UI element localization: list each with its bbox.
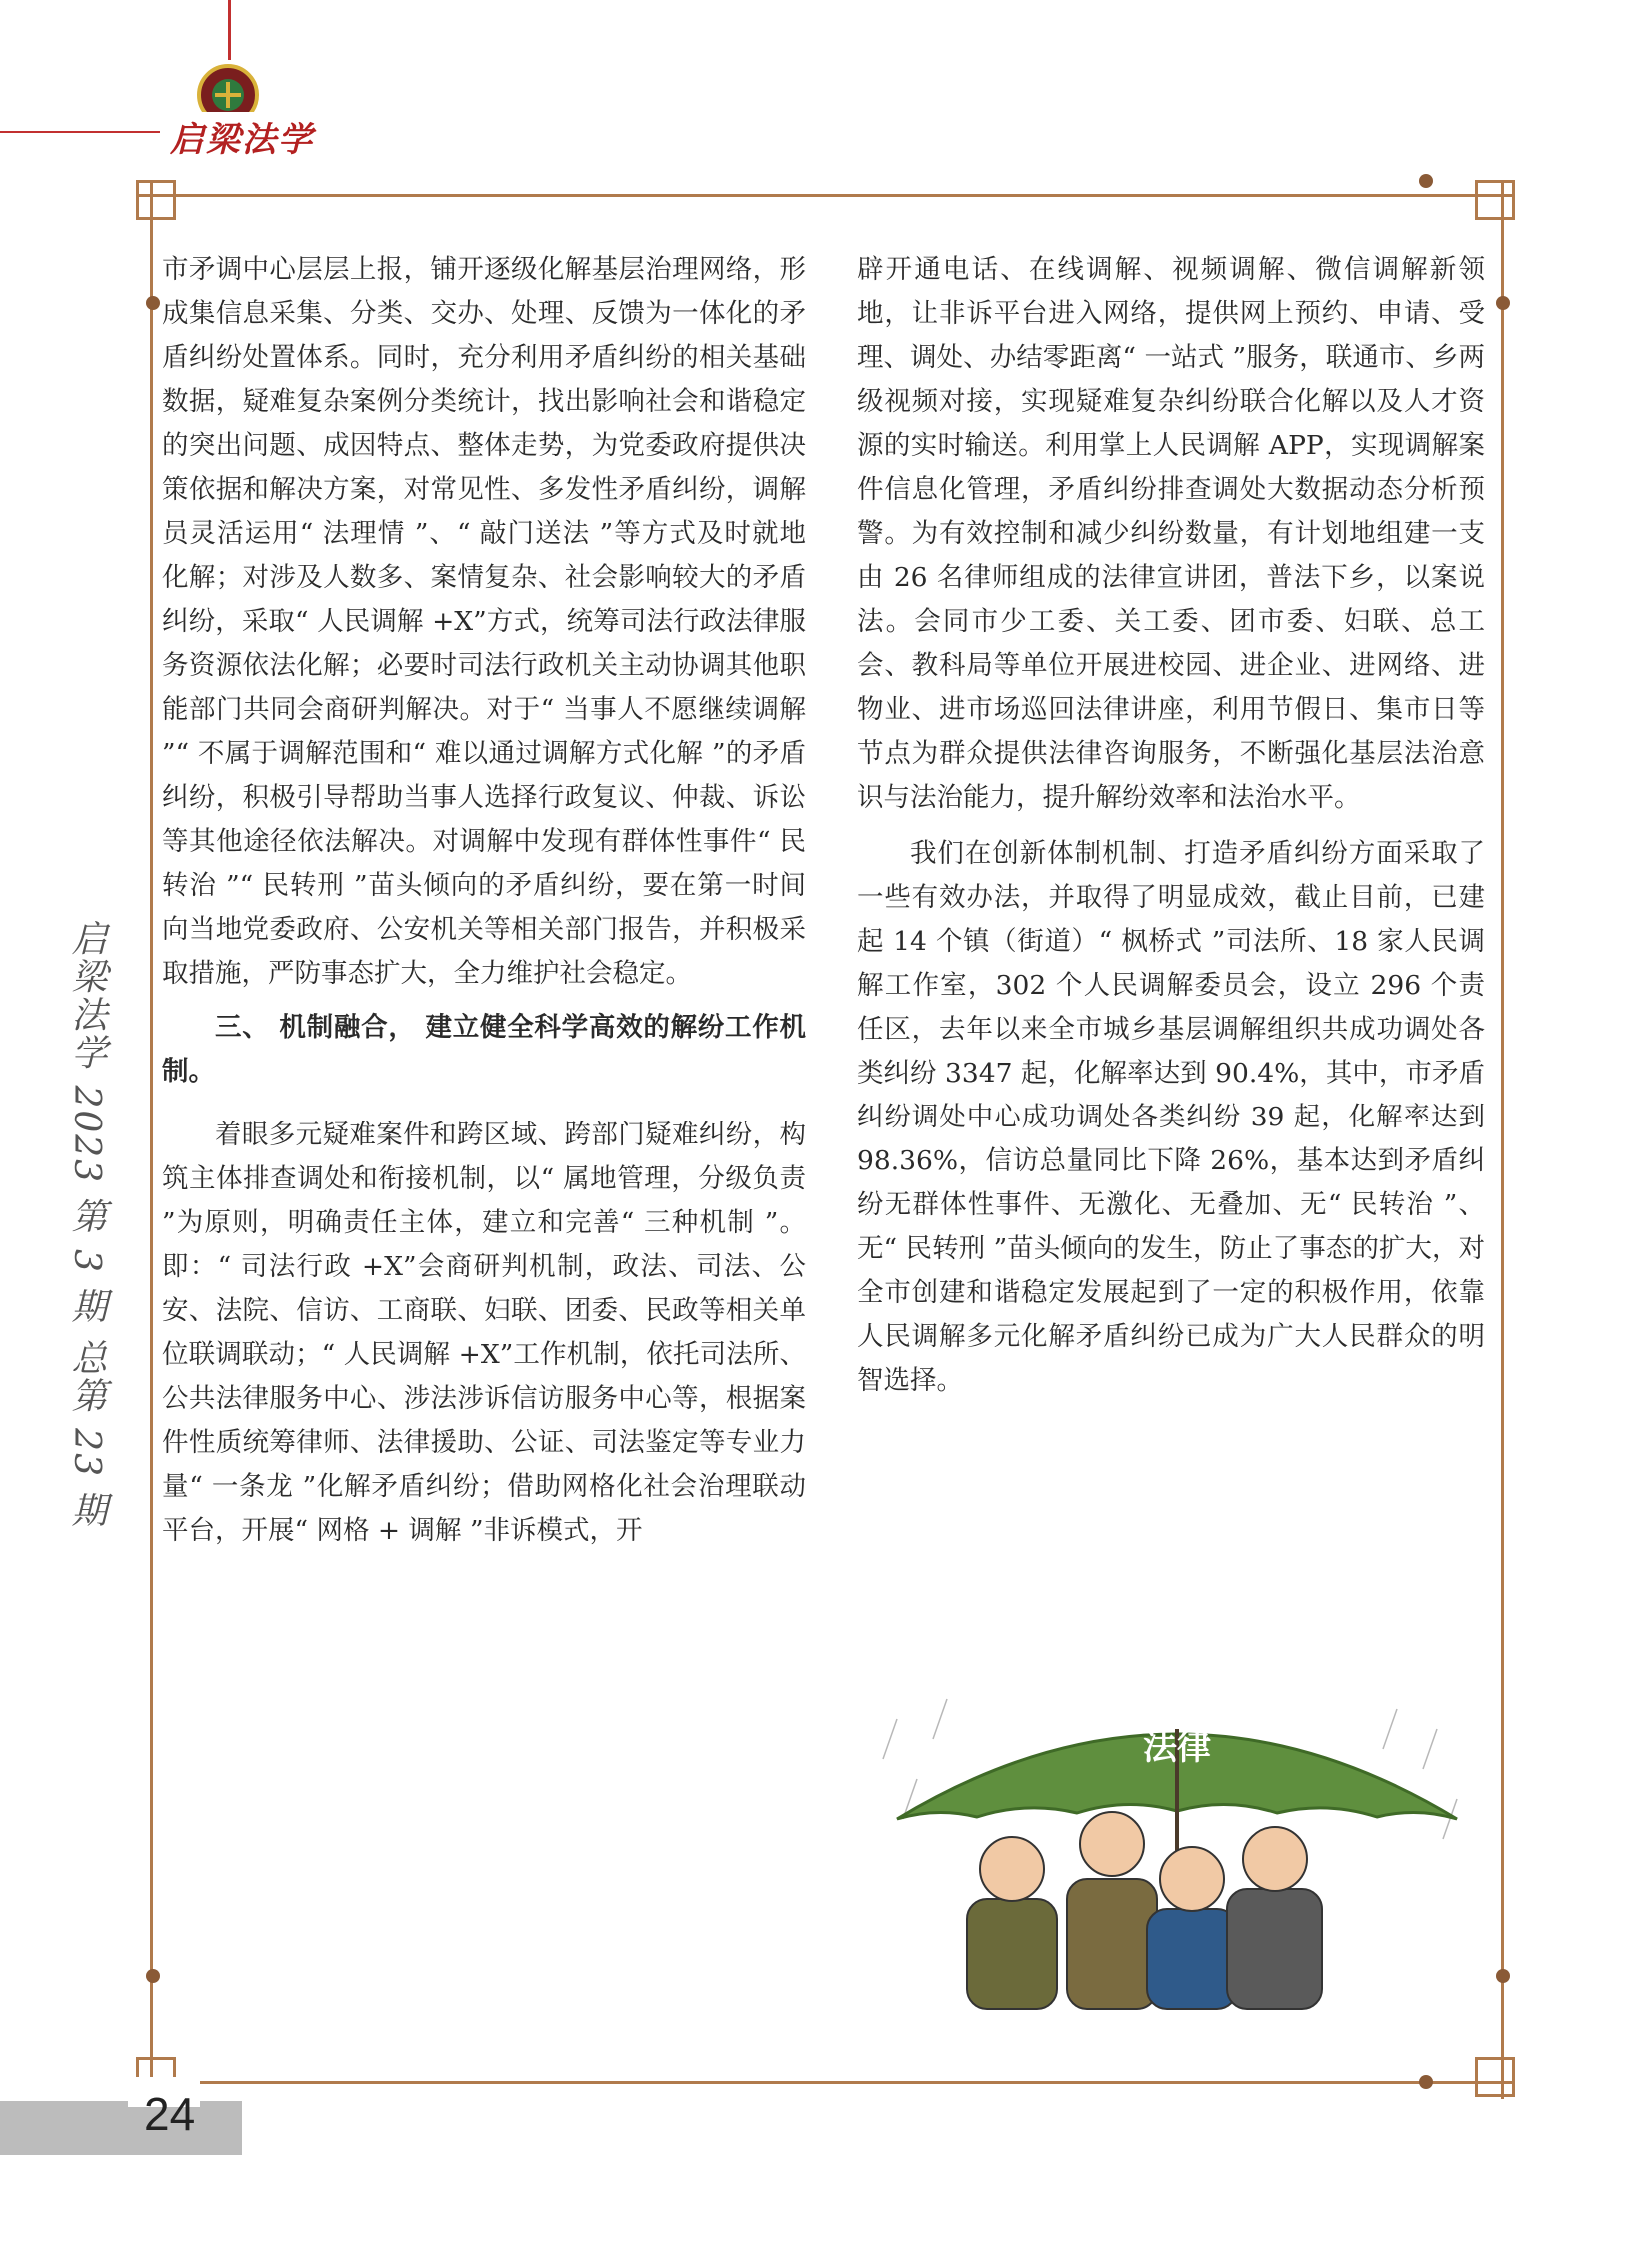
umbrella-label: 法律 <box>1143 1728 1211 1768</box>
frame-dot-left-bottom <box>146 1969 160 1983</box>
frame-dot-bottom-right <box>1419 2075 1433 2089</box>
magazine-brand-title: 启梁法学 <box>166 112 318 161</box>
right-text-column <box>857 248 1485 1403</box>
side-issue-info: 启梁法学 2023 第 3 期 总第 23 期 <box>66 920 107 1530</box>
frame-corner-bottom-right <box>1475 2057 1515 2097</box>
frame-left-line <box>150 180 153 2099</box>
header-red-vertical-line <box>228 0 231 60</box>
section-heading: 三、 机制融合， 建立健全科学高效的解纷工作机制。 <box>162 1012 806 1087</box>
logo-cross-horizontal <box>215 93 241 97</box>
frame-bottom-line <box>136 2081 1515 2084</box>
right-paragraph-2: 我们在创新体制机制、打造矛盾纠纷方面采取了一些有效办法，并取得了明显成效，截止目前，已建起 14 个镇（街道）“ 枫桥式 ”司法所、18 家人民调解工作室，302 个人民调解委员会，设立 296 个责任区，去年以来全市城乡基层调解组织共成功调处各类纠纷 3347 起，化解率达到 90.4%，其中，市矛盾纠纷调处中心成功调处各类纠纷 39 起，化解率达到 98.36%，信访总量同比下降 26%，基本达到矛盾纠纷无群体性事件、无激化、无叠加、无“ 民转治 ”、无“ 民转刑 ”苗头倾向的发生，防止了事态的扩大，对全市创建和谐稳定发展起到了一定的积极作用，依靠人民调解多元化解矛盾纠纷已成为广大人民群众的明智选择。 <box>857 838 1485 1396</box>
frame-corner-top-right <box>1475 180 1515 220</box>
frame-right-line <box>1501 180 1504 2099</box>
page-number-bar <box>0 2101 242 2155</box>
frame-top-line <box>136 194 1515 197</box>
frame-corner-top-left <box>136 180 176 220</box>
header-red-horizontal-line <box>0 131 160 133</box>
people-group <box>967 1812 1322 2009</box>
frame-dot-right-top <box>1496 296 1510 310</box>
right-paragraph-1: 辟开通电话、在线调解、视频调解、微信调解新领地，让非诉平台进入网络，提供网上预约、申请、受理、调处、办结零距离“ 一站式 ”服务，联通市、乡两级视频对接，实现疑难复杂纠纷联合化解以及人才资源的实时输送。利用掌上人民调解 APP，实现调解案件信息化管理，矛盾纠纷排查调处大数据动态分析预警。为有效控制和减少纠纷数量，有计划地组建一支由 26 名律师组成的法律宣讲团，普法下乡，以案说法。会同市少工委、关工委、团市委、妇联、总工会、教科局等单位开展进校园、进企业、进网络、进物业、进市场巡回法律讲座，利用节假日、集市日等节点为群众提供法律咨询服务，不断强化基层法治意识与法治能力，提升解纷效率和法治水平。 <box>857 254 1485 813</box>
law-umbrella-illustration <box>877 1689 1477 2011</box>
frame-dot-left-top <box>146 296 160 310</box>
left-paragraph-2: 着眼多元疑难案件和跨区域、跨部门疑难纠纷，构筑主体排查调处和衔接机制，以“ 属地管理，分级负责 ”为原则，明确责任主体，建立和完善“ 三种机制 ”。即：“ 司法行政 +X”会商研判机制，政法、司法、公安、法院、信访、工商联、妇联、团委、民政等相关单位联调联动；“ 人民调解 +X”工作机制，依托司法所、公共法律服务中心、涉法涉诉信访服务中心等，根据案件性质统筹律师、法律援助、公证、司法鉴定等专业力量“ 一条龙 ”化解矛盾纠纷；借助网格化社会治理联动平台，开展“ 网格 + 调解 ”非诉模式，开 <box>162 1120 806 1546</box>
left-paragraph-1: 市矛调中心层层上报，铺开逐级化解基层治理网络，形成集信息采集、分类、交办、处理、反馈为一体化的矛盾纠纷处置体系。同时，充分利用矛盾纠纷的相关基础数据，疑难复杂案例分类统计，找出影响社会和谐稳定的突出问题、成因特点、整体走势，为党委政府提供决策依据和解决方案，对常见性、多发性矛盾纠纷，调解员灵活运用“ 法理情 ”、“ 敲门送法 ”等方式及时就地化解；对涉及人数多、案情复杂、社会影响较大的矛盾纠纷，采取“ 人民调解 +X”方式，统筹司法行政法律服务资源依法化解；必要时司法行政机关主动协调其他职能部门共同会商研判解决。对于“ 当事人不愿继续调解 ”“ 不属于调解范围和“ 难以通过调解方式化解 ”的矛盾纠纷，积极引导帮助当事人选择行政复议、仲裁、诉讼等其他途径依法解决。对调解中发现有群体性事件“ 民转治 ”“ 民转刑 ”苗头倾向的矛盾纠纷，要在第一时间向当地党委政府、公安机关等相关部门报告，并积极采取措施，严防事态扩大，全力维护社会稳定。 <box>162 254 806 989</box>
page-number: 24 <box>144 2088 196 2140</box>
left-text-column <box>162 248 806 1553</box>
frame-dot-right-bottom <box>1496 1969 1510 1983</box>
frame-dot-top-right <box>1419 174 1433 188</box>
